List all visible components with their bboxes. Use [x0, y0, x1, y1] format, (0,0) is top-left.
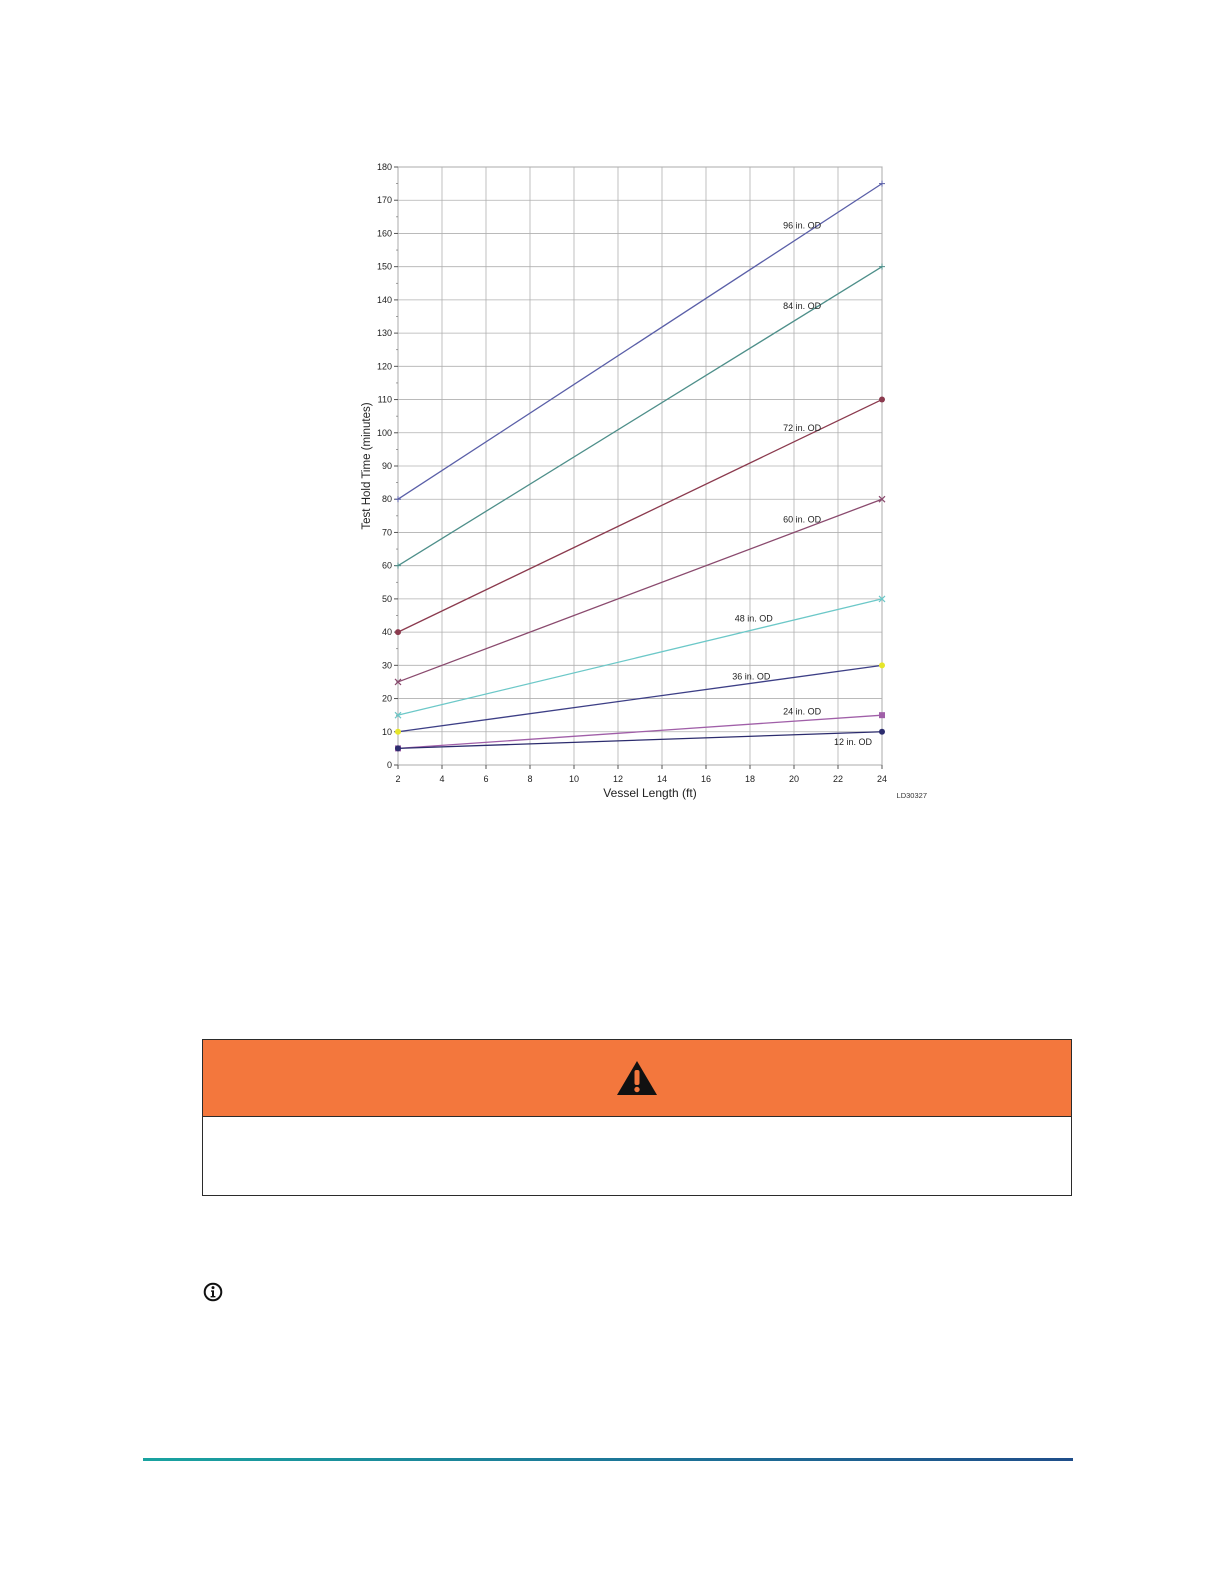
x-tick-label: 2	[395, 774, 401, 784]
y-tick-label: 20	[381, 693, 392, 704]
x-tick-label: 22	[832, 774, 844, 784]
series-label: 48 in. OD	[734, 613, 773, 624]
y-tick-label: 70	[381, 527, 392, 538]
x-tick-label: 20	[788, 774, 800, 784]
series-label: 84 in. OD	[783, 301, 822, 312]
x-tick-label: 16	[700, 774, 712, 784]
x-tick-label: 18	[744, 774, 756, 784]
warning-box	[202, 1039, 1072, 1196]
x-tick-label: 10	[568, 774, 580, 784]
y-axis-label: Test Hold Time (minutes)	[361, 402, 373, 530]
x-tick-label: 12	[612, 774, 624, 784]
footer-rule	[143, 1458, 1073, 1461]
y-tick-label: 120	[376, 361, 392, 372]
x-tick-label: 8	[527, 774, 533, 784]
y-tick-label: 80	[381, 494, 392, 505]
x-tick-label: 24	[876, 774, 888, 784]
series-label: 96 in. OD	[783, 220, 822, 231]
series-point	[879, 662, 885, 668]
series-label: 72 in. OD	[783, 422, 822, 433]
y-tick-label: 90	[381, 461, 392, 471]
series-point	[879, 712, 885, 718]
series-point	[395, 745, 401, 751]
y-tick-label: 150	[376, 261, 392, 272]
warning-body	[203, 1117, 1071, 1197]
y-tick-label: 0	[386, 760, 392, 770]
series-label: 60 in. OD	[783, 514, 822, 525]
series-label: 12 in. OD	[833, 736, 872, 747]
series-point	[879, 397, 885, 403]
y-tick-label: 10	[381, 726, 392, 737]
y-tick-label: 160	[376, 228, 392, 239]
chart-svg	[355, 155, 955, 815]
x-tick-label: 6	[483, 774, 489, 784]
y-tick-label: 40	[381, 627, 392, 638]
series-label: 24 in. OD	[783, 706, 822, 717]
warning-header	[203, 1040, 1071, 1117]
x-axis-label: Vessel Length (ft)	[603, 786, 697, 800]
y-tick-label: 110	[377, 394, 392, 405]
y-tick-label: 100	[376, 427, 392, 438]
series-point	[395, 629, 401, 635]
hold-time-chart	[355, 155, 955, 815]
y-tick-label: 130	[376, 328, 392, 339]
y-tick-label: 30	[381, 660, 392, 671]
y-tick-label: 170	[376, 195, 392, 206]
x-tick-label: 4	[439, 774, 445, 784]
series-point	[395, 729, 401, 735]
warning-triangle-icon	[616, 1060, 658, 1096]
y-tick-label: 140	[376, 294, 392, 305]
y-tick-label: 50	[381, 593, 392, 604]
info-circle-icon	[203, 1282, 223, 1302]
x-tick-label: 14	[656, 774, 668, 784]
series-label: 36 in. OD	[732, 671, 771, 682]
figure-id: LD30327	[896, 791, 927, 800]
y-tick-label: 60	[381, 560, 392, 571]
series-point	[879, 729, 885, 735]
y-tick-label: 180	[376, 162, 392, 172]
